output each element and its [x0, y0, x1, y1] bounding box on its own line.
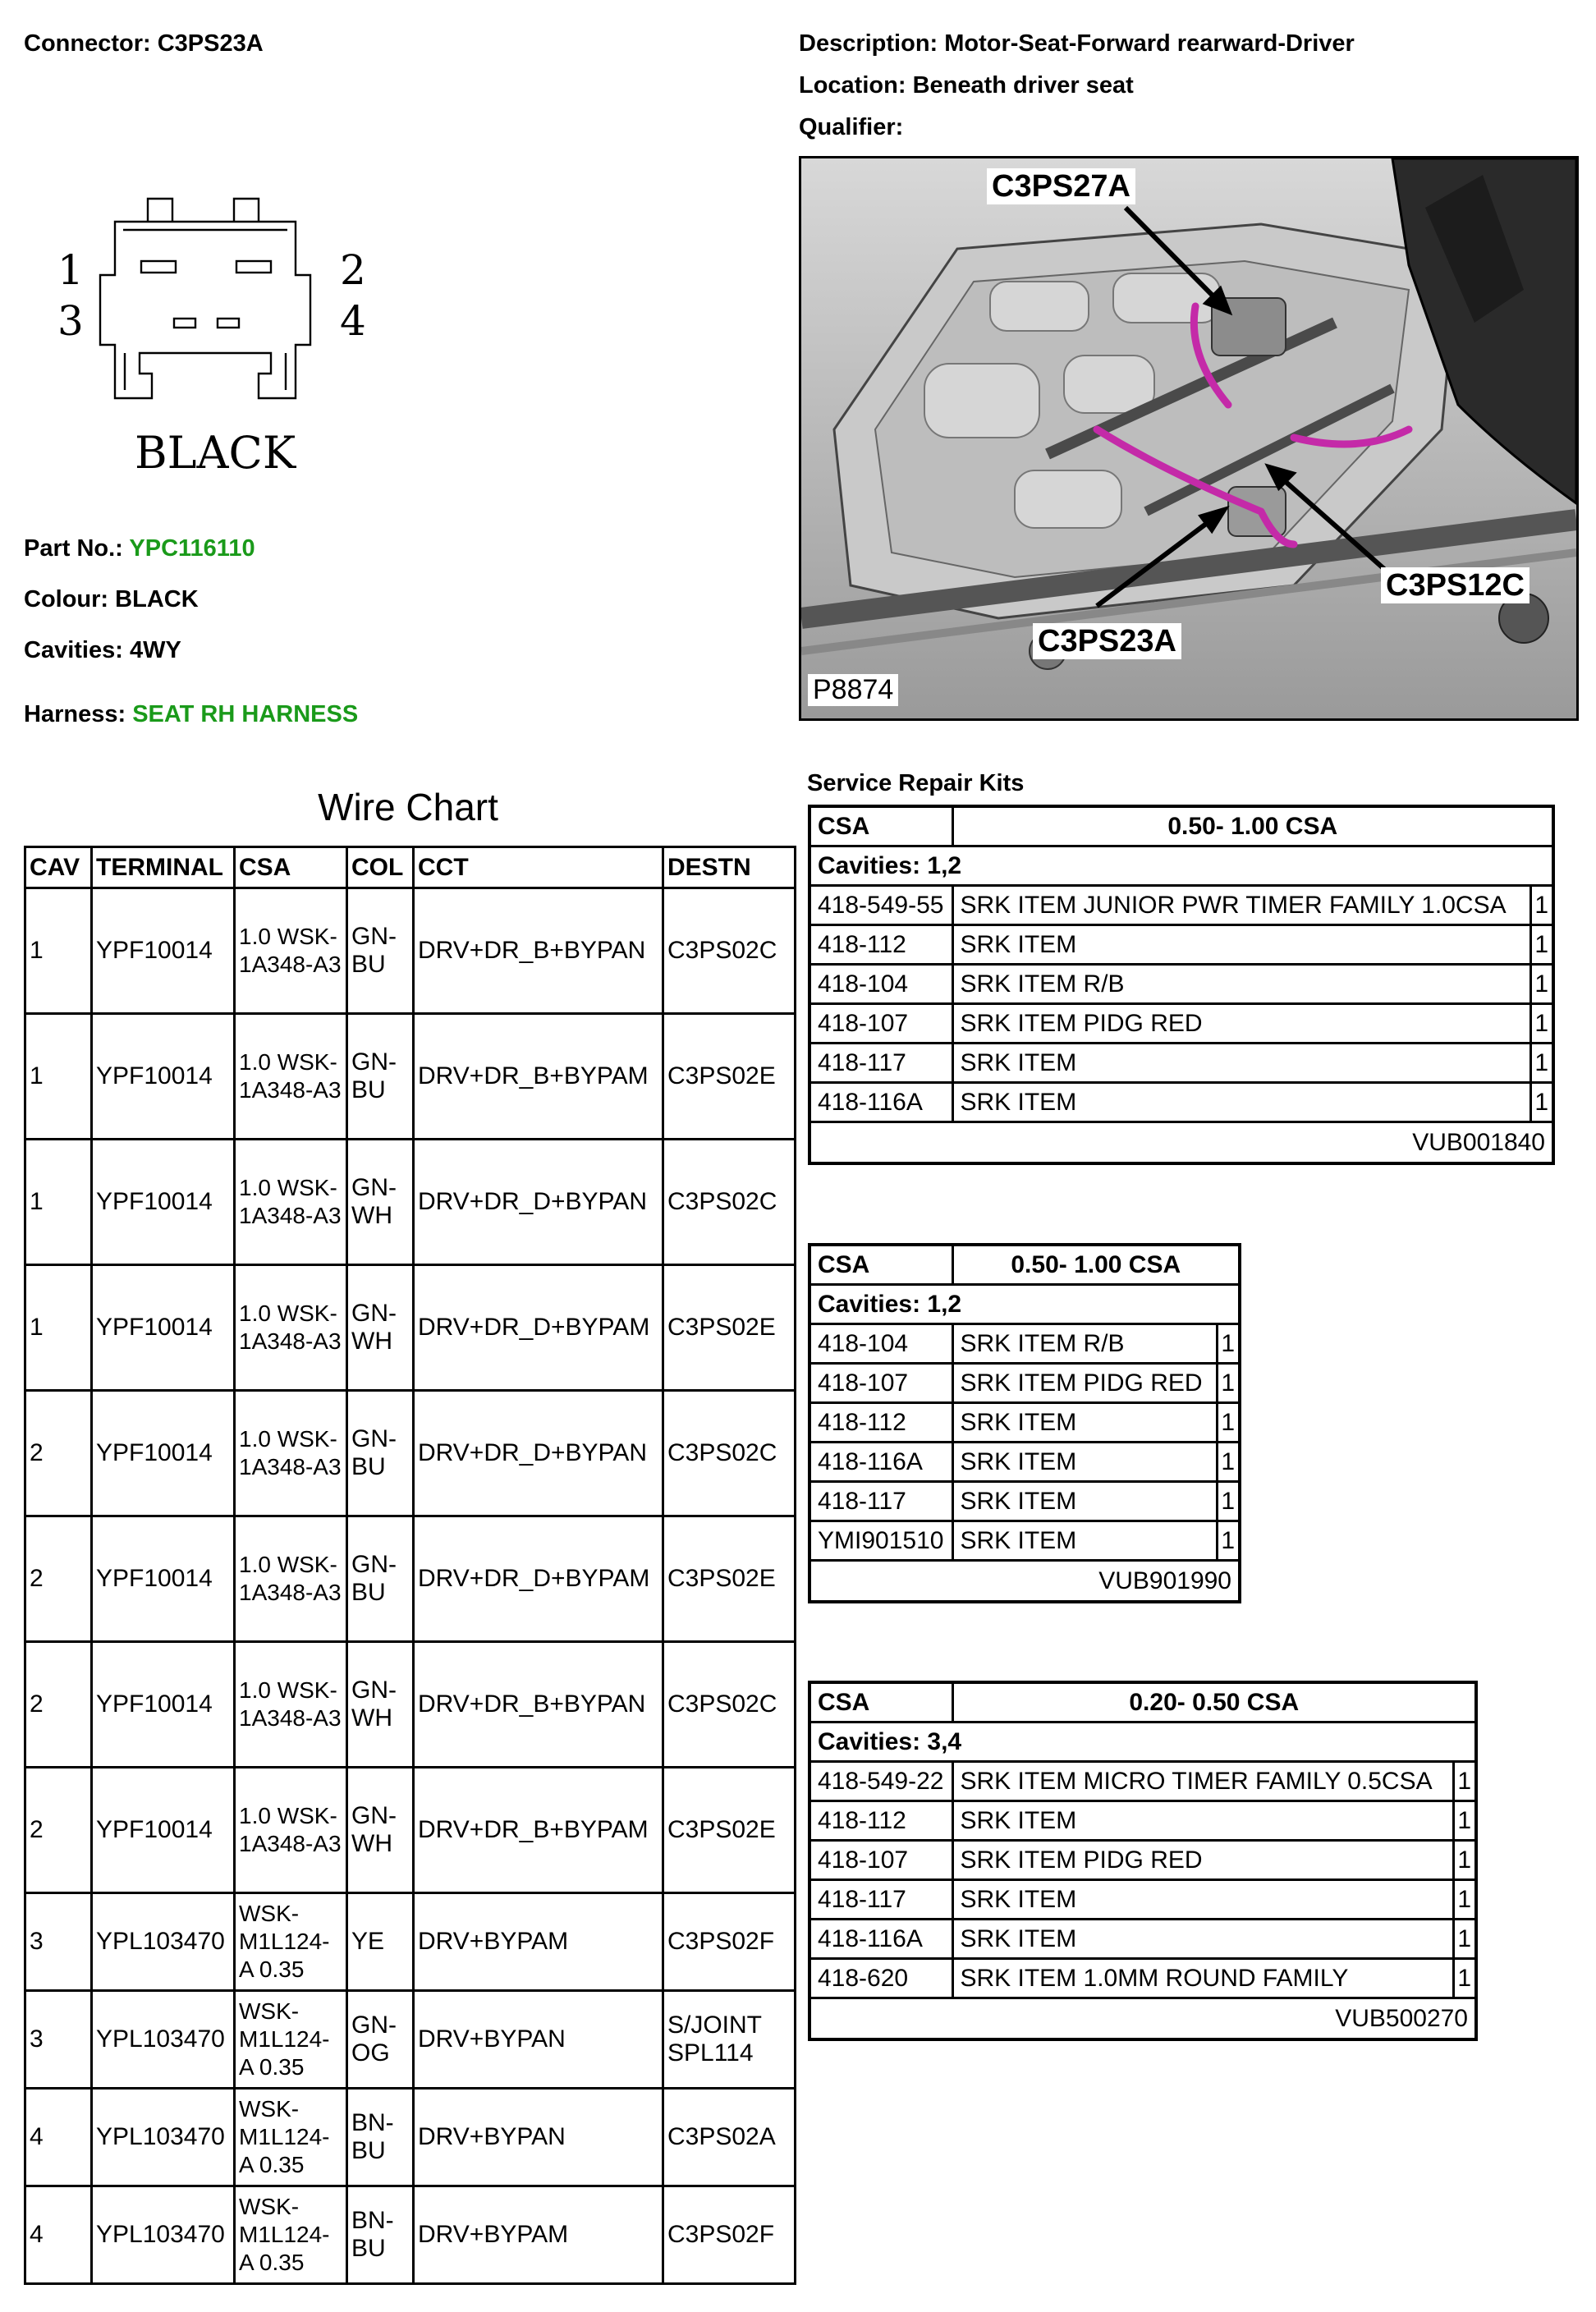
kit-item-part: 418-116A [809, 1920, 952, 1959]
kit-number: VUB001840 [809, 1122, 1553, 1164]
description-line [799, 30, 1355, 57]
cell-cav: 2 [25, 1516, 92, 1642]
kit-item-qty: 1 [1453, 1959, 1476, 1998]
kit-item-qty: 1 [1217, 1403, 1240, 1443]
connector-id: C3PS23A [157, 30, 264, 57]
cell-destn: C3PS02F [663, 2186, 796, 2284]
kit-item-qty: 1 [1217, 1521, 1240, 1561]
repair-kit-table-1 [808, 805, 1555, 1165]
kit-item-part: 418-116A [809, 1443, 952, 1482]
cell-col: GN-BU [347, 1014, 414, 1140]
kit-item-row [809, 1959, 1476, 1998]
kit-header-row [809, 1245, 1240, 1285]
cell-csa: 1.0 WSK-1A348-A3 [235, 1768, 347, 1893]
kit-item-part: 418-112 [809, 1801, 952, 1841]
kit-item-part: 418-112 [809, 925, 952, 965]
kit-item-desc: SRK ITEM R/B [952, 965, 1530, 1004]
cell-col: GN-BU [347, 888, 414, 1014]
cell-cav: 1 [25, 1140, 92, 1265]
cell-csa: 1.0 WSK-1A348-A3 [235, 1140, 347, 1265]
colour-label: Colour: [24, 586, 109, 612]
service-repair-kits-title: Service Repair Kits [807, 770, 1025, 796]
kit-item-row [809, 1841, 1476, 1880]
cell-destn: C3PS02E [663, 1014, 796, 1140]
kit-item-part: 418-104 [809, 1324, 952, 1364]
cell-cct: DRV+DR_B+BYPAM [414, 1014, 663, 1140]
cell-terminal: YPF10014 [92, 1140, 235, 1265]
cell-terminal: YPF10014 [92, 888, 235, 1014]
kit-item-part: 418-549-55 [809, 886, 952, 925]
kit-item-qty: 1 [1453, 1762, 1476, 1801]
colour-line [24, 585, 199, 613]
cell-col: GN-OG [347, 1991, 414, 2089]
col-header-csa: CSA [235, 847, 347, 888]
cell-col: GN-WH [347, 1140, 414, 1265]
cell-cct: DRV+DR_D+BYPAM [414, 1516, 663, 1642]
cell-csa: WSK-M1L124-A 0.35 [235, 2089, 347, 2186]
kit-item-desc: SRK ITEM [952, 1083, 1530, 1122]
cell-cav: 1 [25, 1014, 92, 1140]
kit-item-part: 418-117 [809, 1482, 952, 1521]
description-value: Motor-Seat-Forward rearward-Driver [944, 30, 1355, 57]
kit-item-row [809, 1324, 1240, 1364]
connector-line [24, 30, 264, 57]
kit-number: VUB500270 [809, 1998, 1476, 2040]
cell-destn: C3PS02C [663, 888, 796, 1014]
kit-csa-value: 0.20- 0.50 CSA [952, 1682, 1476, 1723]
location-value: Beneath driver seat [912, 72, 1134, 99]
cell-cct: DRV+BYPAM [414, 1893, 663, 1991]
kit-item-row [809, 1920, 1476, 1959]
cell-cct: DRV+DR_B+BYPAM [414, 1768, 663, 1893]
table-row [25, 1893, 796, 1991]
kit-item-qty: 1 [1453, 1920, 1476, 1959]
cell-destn: C3PS02C [663, 1140, 796, 1265]
table-row [25, 1140, 796, 1265]
kit-item-desc: SRK ITEM [952, 925, 1530, 965]
kit-header-row [809, 1682, 1476, 1723]
photo-code: P8874 [808, 674, 898, 706]
col-header-col: COL [347, 847, 414, 888]
pin-label-3: 3 [57, 297, 84, 345]
cell-cav: 2 [25, 1642, 92, 1768]
qualifier-line [799, 113, 903, 141]
kit-item-desc: SRK ITEM [952, 1403, 1217, 1443]
cell-csa: 1.0 WSK-1A348-A3 [235, 888, 347, 1014]
kit-item-row [809, 1482, 1240, 1521]
cell-col: BN-BU [347, 2186, 414, 2284]
table-row [25, 888, 796, 1014]
harness-line [24, 700, 358, 728]
col-header-cav: CAV [25, 847, 92, 888]
kit-item-row [809, 1083, 1553, 1122]
kit-cavities: Cavities: 1,2 [809, 1285, 1240, 1324]
harness-label: Harness: [24, 701, 126, 727]
kit-item-row [809, 1801, 1476, 1841]
cell-terminal: YPF10014 [92, 1642, 235, 1768]
col-header-destn: DESTN [663, 847, 796, 888]
cavities-value: 4WY [129, 637, 181, 663]
kit-item-desc: SRK ITEM [952, 1443, 1217, 1482]
table-row [25, 1265, 796, 1391]
kit-item-part: 418-112 [809, 1403, 952, 1443]
kit-item-part: 418-107 [809, 1364, 952, 1403]
wire-chart-header-row [25, 847, 796, 888]
kit-item-desc: SRK ITEM [952, 1044, 1530, 1083]
cell-cct: DRV+BYPAN [414, 1991, 663, 2089]
callout-c3ps27a: C3PS27A [987, 168, 1135, 204]
kit-number: VUB901990 [809, 1561, 1240, 1603]
kit-item-desc: SRK ITEM JUNIOR PWR TIMER FAMILY 1.0CSA [952, 886, 1530, 925]
cell-csa: 1.0 WSK-1A348-A3 [235, 1516, 347, 1642]
cell-cct: DRV+BYPAM [414, 2186, 663, 2284]
kit-item-qty: 1 [1453, 1841, 1476, 1880]
table-row [25, 1768, 796, 1893]
kit-cavities-row [809, 1285, 1240, 1324]
kit-footer-row [809, 1561, 1240, 1603]
table-row [25, 1516, 796, 1642]
cell-csa: WSK-M1L124-A 0.35 [235, 1893, 347, 1991]
kit-item-desc: SRK ITEM R/B [952, 1324, 1217, 1364]
kit-csa-label: CSA [809, 806, 952, 846]
cavities-line [24, 636, 181, 664]
cavities-label: Cavities: [24, 637, 123, 663]
cell-terminal: YPL103470 [92, 1991, 235, 2089]
cell-terminal: YPF10014 [92, 1391, 235, 1516]
kit-item-row [809, 1004, 1553, 1044]
table-row [25, 1642, 796, 1768]
cell-terminal: YPL103470 [92, 1893, 235, 1991]
table-row [25, 2186, 796, 2284]
connector-housing-icon [49, 181, 328, 419]
cell-cav: 2 [25, 1768, 92, 1893]
cell-cct: DRV+DR_B+BYPAN [414, 888, 663, 1014]
kit-cavities-row [809, 846, 1553, 886]
cell-col: BN-BU [347, 2089, 414, 2186]
cell-col: GN-WH [347, 1768, 414, 1893]
kit-item-qty: 1 [1217, 1482, 1240, 1521]
kit-csa-label: CSA [809, 1682, 952, 1723]
kit-item-part: 418-620 [809, 1959, 952, 1998]
kit-footer-row [809, 1122, 1553, 1164]
kit-item-qty: 1 [1530, 965, 1553, 1004]
housing-colour-label: BLACK [135, 427, 296, 479]
cell-cav: 4 [25, 2186, 92, 2284]
kit-footer-row [809, 1998, 1476, 2040]
kit-item-row [809, 886, 1553, 925]
callout-c3ps12c: C3PS12C [1381, 567, 1530, 603]
location-photo [799, 156, 1579, 721]
qualifier-label: Qualifier: [799, 114, 904, 140]
cell-terminal: YPF10014 [92, 1516, 235, 1642]
kit-item-qty: 1 [1217, 1443, 1240, 1482]
callout-c3ps23a: C3PS23A [1033, 623, 1181, 659]
cell-cav: 4 [25, 2089, 92, 2186]
kit-item-desc: SRK ITEM [952, 1521, 1217, 1561]
table-row [25, 2089, 796, 2186]
cell-terminal: YPL103470 [92, 2089, 235, 2186]
cell-destn: C3PS02C [663, 1642, 796, 1768]
kit-item-row [809, 1443, 1240, 1482]
kit-item-part: 418-116A [809, 1083, 952, 1122]
cell-destn: C3PS02F [663, 1893, 796, 1991]
kit-item-row [809, 1364, 1240, 1403]
cell-cct: DRV+DR_D+BYPAN [414, 1140, 663, 1265]
kit-item-part: 418-104 [809, 965, 952, 1004]
repair-kit-table-2 [808, 1243, 1241, 1603]
kit-item-desc: SRK ITEM [952, 1920, 1453, 1959]
kit-item-part: YMI901510 [809, 1521, 952, 1561]
cell-csa: 1.0 WSK-1A348-A3 [235, 1642, 347, 1768]
kit-item-qty: 1 [1530, 925, 1553, 965]
kit-cavities: Cavities: 3,4 [809, 1723, 1476, 1762]
kit-item-qty: 1 [1530, 1083, 1553, 1122]
cell-cct: DRV+DR_D+BYPAN [414, 1391, 663, 1516]
kit-header-row [809, 806, 1553, 846]
cell-cct: DRV+DR_D+BYPAM [414, 1265, 663, 1391]
table-row [25, 1014, 796, 1140]
kit-item-row [809, 1521, 1240, 1561]
kit-item-part: 418-117 [809, 1880, 952, 1920]
kit-item-row [809, 1403, 1240, 1443]
kit-item-part: 418-107 [809, 1004, 952, 1044]
kit-item-desc: SRK ITEM 1.0MM ROUND FAMILY [952, 1959, 1453, 1998]
kit-csa-value: 0.50- 1.00 CSA [952, 806, 1553, 846]
kit-csa-label: CSA [809, 1245, 952, 1285]
cell-cav: 1 [25, 888, 92, 1014]
cell-csa: 1.0 WSK-1A348-A3 [235, 1014, 347, 1140]
kit-item-part: 418-117 [809, 1044, 952, 1083]
kit-item-row [809, 1880, 1476, 1920]
kit-item-qty: 1 [1530, 886, 1553, 925]
cell-destn: C3PS02E [663, 1768, 796, 1893]
kit-item-part: 418-107 [809, 1841, 952, 1880]
part-no-label: Part No.: [24, 535, 123, 562]
cell-col: GN-WH [347, 1265, 414, 1391]
cell-cav: 2 [25, 1391, 92, 1516]
cell-destn: C3PS02E [663, 1265, 796, 1391]
pin-label-4: 4 [340, 297, 366, 345]
cell-terminal: YPF10014 [92, 1014, 235, 1140]
pin-label-2: 2 [340, 246, 366, 294]
kit-item-qty: 1 [1530, 1044, 1553, 1083]
cell-cav: 1 [25, 1265, 92, 1391]
table-row [25, 1391, 796, 1516]
kit-item-row [809, 965, 1553, 1004]
cell-terminal: YPF10014 [92, 1265, 235, 1391]
cell-csa: WSK-M1L124-A 0.35 [235, 2186, 347, 2284]
kit-item-desc: SRK ITEM PIDG RED [952, 1841, 1453, 1880]
seat-frame-illustration [801, 158, 1576, 718]
cell-csa: 1.0 WSK-1A348-A3 [235, 1265, 347, 1391]
kit-item-qty: 1 [1453, 1801, 1476, 1841]
cell-destn: C3PS02E [663, 1516, 796, 1642]
kit-item-qty: 1 [1217, 1364, 1240, 1403]
pin-label-1: 1 [57, 246, 84, 294]
connector-face-diagram [49, 181, 366, 493]
cell-col: YE [347, 1893, 414, 1991]
repair-kit-table-3 [808, 1681, 1478, 2041]
col-header-terminal: TERMINAL [92, 847, 235, 888]
kit-item-qty: 1 [1453, 1880, 1476, 1920]
cell-terminal: YPF10014 [92, 1768, 235, 1893]
kit-item-qty: 1 [1217, 1324, 1240, 1364]
cell-cct: DRV+BYPAN [414, 2089, 663, 2186]
colour-value: BLACK [115, 586, 199, 612]
wire-chart-table [24, 846, 796, 2285]
cell-destn: C3PS02C [663, 1391, 796, 1516]
kit-cavities-row [809, 1723, 1476, 1762]
location-line [799, 71, 1134, 99]
kit-item-row [809, 1044, 1553, 1083]
cell-destn: S/JOINT SPL114 [663, 1991, 796, 2089]
cell-cav: 3 [25, 1991, 92, 2089]
part-no-link[interactable]: YPC116110 [129, 535, 255, 562]
kit-item-qty: 1 [1530, 1004, 1553, 1044]
description-label: Description: [799, 30, 938, 57]
kit-item-row [809, 1762, 1476, 1801]
kit-item-desc: SRK ITEM [952, 1482, 1217, 1521]
kit-item-desc: SRK ITEM PIDG RED [952, 1364, 1217, 1403]
kit-item-desc: SRK ITEM [952, 1801, 1453, 1841]
col-header-cct: CCT [414, 847, 663, 888]
kit-csa-value: 0.50- 1.00 CSA [952, 1245, 1240, 1285]
kit-item-row [809, 925, 1553, 965]
cell-col: GN-BU [347, 1391, 414, 1516]
cell-col: GN-WH [347, 1642, 414, 1768]
cell-destn: C3PS02A [663, 2089, 796, 2186]
cell-cav: 3 [25, 1893, 92, 1991]
cell-terminal: YPL103470 [92, 2186, 235, 2284]
wire-chart-title: Wire Chart [318, 786, 498, 828]
kit-item-desc: SRK ITEM PIDG RED [952, 1004, 1530, 1044]
connector-label: Connector: [24, 30, 151, 57]
kit-cavities: Cavities: 1,2 [809, 846, 1553, 886]
cell-csa: WSK-M1L124-A 0.35 [235, 1991, 347, 2089]
cell-csa: 1.0 WSK-1A348-A3 [235, 1391, 347, 1516]
cell-col: GN-BU [347, 1516, 414, 1642]
harness-link[interactable]: SEAT RH HARNESS [132, 701, 359, 727]
cell-cct: DRV+DR_B+BYPAN [414, 1642, 663, 1768]
kit-item-part: 418-549-22 [809, 1762, 952, 1801]
kit-item-desc: SRK ITEM [952, 1880, 1453, 1920]
table-row [25, 1991, 796, 2089]
part-no-line [24, 534, 255, 562]
kit-item-desc: SRK ITEM MICRO TIMER FAMILY 0.5CSA [952, 1762, 1453, 1801]
location-label: Location: [799, 72, 906, 99]
